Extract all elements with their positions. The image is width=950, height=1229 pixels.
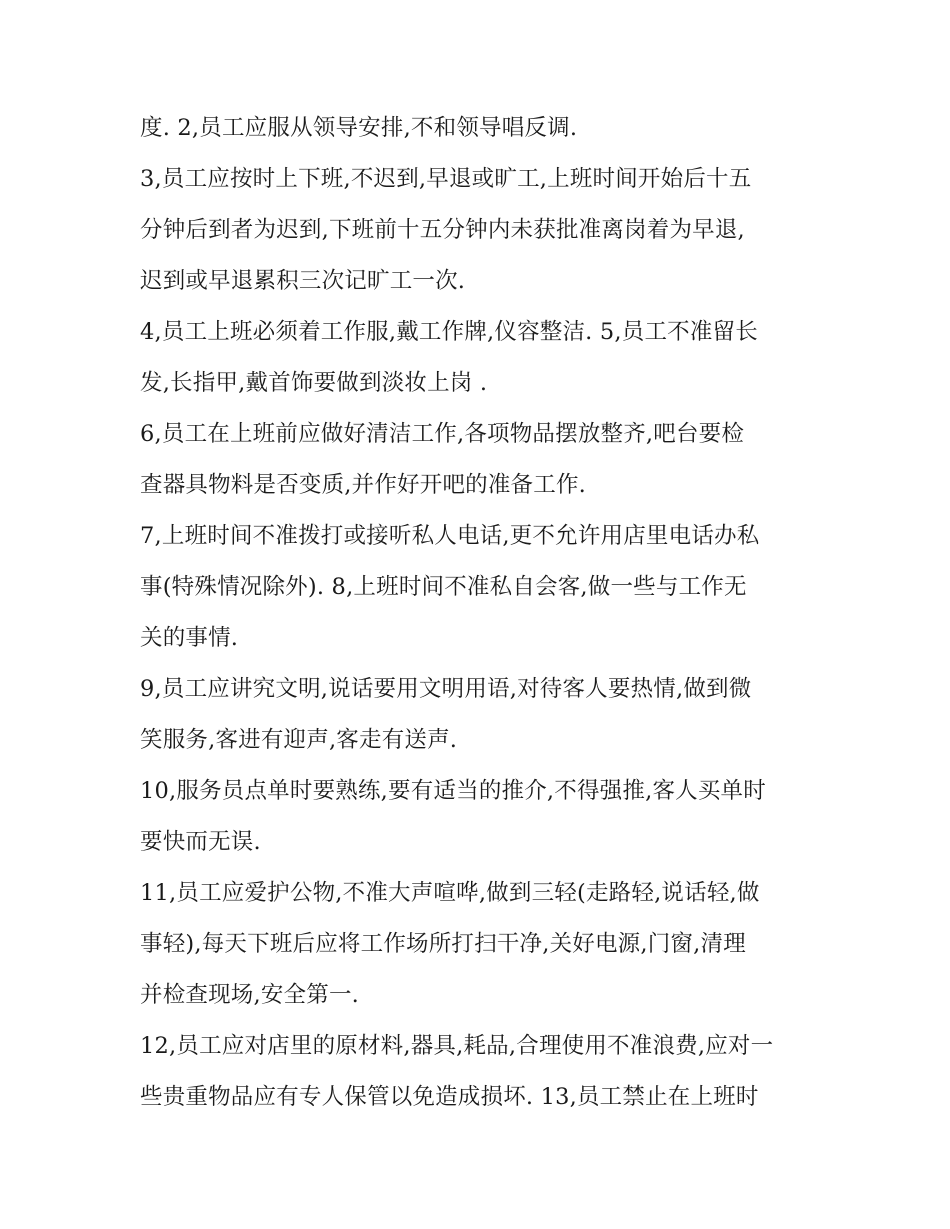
text-line: 发,长指甲,戴首饰要做到淡妆上岗 . xyxy=(140,370,488,396)
text-line: 3,员工应按时上下班,不迟到,早退或旷工,上班时间开始后十五 xyxy=(140,166,752,192)
text-line: 分钟后到者为迟到,下班前十五分钟内未获批准离岗着为早退, xyxy=(140,217,745,243)
text-line: 关的事情. xyxy=(140,625,239,651)
text-line: 6,员工在上班前应做好清洁工作,各项物品摆放整齐,吧台要检 xyxy=(140,421,745,447)
text-line: 12,员工应对店里的原材料,器具,耗品,合理使用不准浪费,应对一 xyxy=(140,1033,774,1059)
text-line: 些贵重物品应有专人保管以免造成损坏. 13,员工禁止在上班时 xyxy=(140,1084,759,1110)
text-line: 10,服务员点单时要熟练,要有适当的推介,不得强推,客人买单时 xyxy=(140,778,766,804)
text-line: 并检查现场,安全第一. xyxy=(140,982,360,1008)
text-line: 7,上班时间不准拨打或接听私人电话,更不允许用店里电话办私 xyxy=(140,523,760,549)
text-line: 事(特殊情况除外). 8,上班时间不准私自会客,做一些与工作无 xyxy=(140,574,747,600)
text-line: 4,员工上班必须着工作服,戴工作牌,仪容整洁. 5,员工不准留长 xyxy=(140,319,758,345)
text-line: 要快而无误. xyxy=(140,829,261,855)
text-line: 迟到或早退累积三次记旷工一次. xyxy=(140,268,466,294)
text-line: 9,员工应讲究文明,说话要用文明用语,对待客人要热情,做到微 xyxy=(140,676,752,702)
text-line: 11,员工应爱护公物,不准大声喧哗,做到三轻(走路轻,说话轻,做 xyxy=(140,880,760,906)
text-line: 事轻),每天下班后应将工作场所打扫干净,关好电源,门窗,清理 xyxy=(140,931,746,957)
document-body xyxy=(140,103,820,1123)
text-line: 查器具物料是否变质,并作好开吧的准备工作. xyxy=(140,472,587,498)
text-line: 度. 2,员工应服从领导安排,不和领导唱反调. xyxy=(140,115,578,141)
text-line: 笑服务,客进有迎声,客走有送声. xyxy=(140,727,458,753)
